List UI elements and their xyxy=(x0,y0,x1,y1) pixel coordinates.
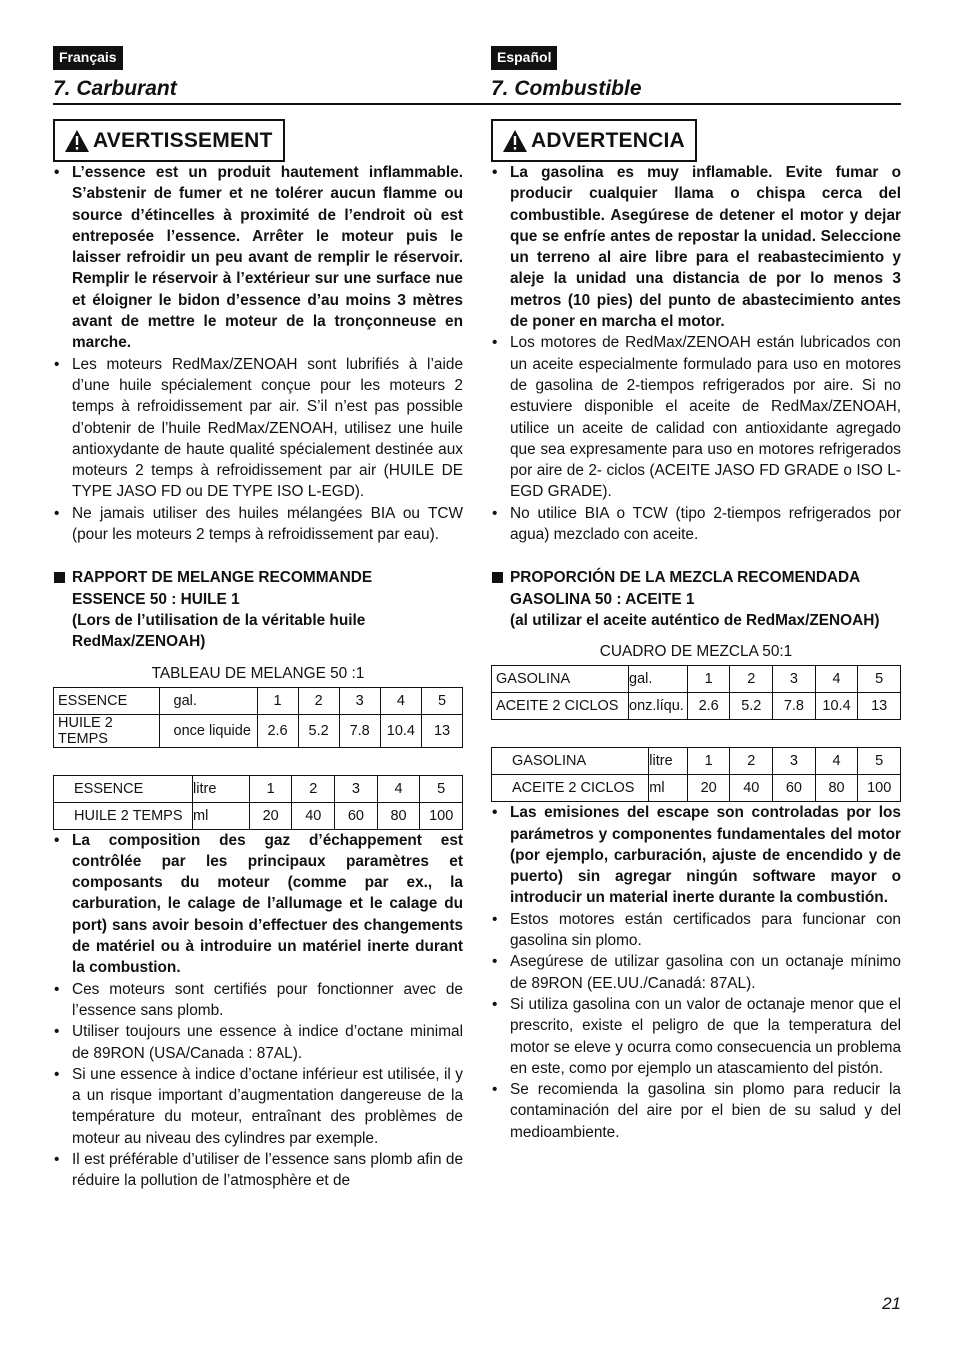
table-cell: 4 xyxy=(815,748,858,775)
square-bullet-icon xyxy=(492,572,503,583)
section-title: 7. Combustible xyxy=(491,77,642,100)
table-cell: 2.6 xyxy=(257,714,298,747)
mix-header-line: PROPORCIÓN DE LA MEZCLA RECOMENDADA xyxy=(510,569,861,587)
table-cell: 5 xyxy=(858,666,901,693)
table-cell: 2 xyxy=(730,666,773,693)
table-cell: 60 xyxy=(773,775,816,802)
table-cell: 13 xyxy=(858,693,901,720)
table-cell: 5 xyxy=(422,687,463,714)
table-cell: 20 xyxy=(687,775,730,802)
section-title: 7. Carburant xyxy=(53,77,177,100)
table-row xyxy=(492,666,901,693)
list-item: • Si utiliza gasolina con un valor de octanaje menor que el prescrito, existe el peligro de que la temperatura del motor se eleve y ocurra como consecuencia un problema en este, como por ejemplo un atascamiento del pistón. xyxy=(491,994,901,1079)
table-cell: ACEITE 2 CICLOS xyxy=(492,693,629,720)
warning-label: ADVERTENCIA xyxy=(531,128,685,152)
table-row xyxy=(492,693,901,720)
table-cell: HUILE 2 TEMPS xyxy=(54,714,160,747)
table-cell: 100 xyxy=(420,802,463,829)
table-cell: 1 xyxy=(687,666,730,693)
list-item: • L’essence est un produit hautement inflammable. S’abstenir de fumer et ne tolérer aucun flamme ou source d’étincelles à proximité de l’endroit où est entreposée l’essence. Arrêter le moteur puis le laisser refroidir un peu avant de remplir le réservoir. Remplir le réservoir à l’extérieur sur une surface nue et éloigner le bidon d’essence d’au moins 3 mètres avant de mettre le moteur de la tronçonneuse en marche. xyxy=(53,162,463,354)
table-cell: ESSENCE xyxy=(54,775,193,802)
mix-header-line: (al utilizar el aceite auténtico de RedMax/ZENOAH) xyxy=(510,611,880,629)
list-item: • Estos motores están certificados para funcionar con gasolina sin plomo. xyxy=(491,909,901,952)
table-cell: 5.2 xyxy=(298,714,339,747)
list-item: • Les moteurs RedMax/ZENOAH sont lubrifiés à l’aide d’une huile spécialement conçue pour les moteurs 2 temps à refroidissement par air. S’il n’est pas possible d’obtenir de l’huile RedMax/ZENOAH, utilisez une huile antioxydante de haute qualité spécialement destinée aux moteurs 2 temps à refroidissement par air (HUILE DE TYPE JASO FD ou DE TYPE ISO L-EGD). xyxy=(53,354,463,503)
table-cell: 3 xyxy=(773,748,816,775)
table-cell: 40 xyxy=(292,802,335,829)
table-cell: 1 xyxy=(257,687,298,714)
warning-list xyxy=(53,162,463,354)
table-cell: 10.4 xyxy=(380,714,421,747)
table-cell: 3 xyxy=(335,775,378,802)
table-cell: 80 xyxy=(377,802,420,829)
table-cell: 7.8 xyxy=(339,714,380,747)
table-cell: ESSENCE xyxy=(54,687,160,714)
mix-table-litre xyxy=(491,747,901,802)
table-cell: onz.líqu. xyxy=(629,693,688,720)
table-cell: 3 xyxy=(773,666,816,693)
table-cell: ml xyxy=(649,775,688,802)
mix-header-line: (Lors de l’utilisation de la véritable huile RedMax/ZENOAH) xyxy=(72,611,366,651)
oil-list xyxy=(491,332,901,545)
table-cell: 7.8 xyxy=(773,693,816,720)
list-item: • Ces moteurs sont certifiés pour fonctionner avec de l’essence sans plomb. xyxy=(53,979,463,1022)
list-item: • Il est préférable d’utiliser de l’essence sans plomb afin de réduire la pollution de l’atmosphère et de xyxy=(53,1149,463,1192)
warning-label: AVERTISSEMENT xyxy=(93,128,273,152)
warning-list xyxy=(491,162,901,332)
table-cell: GASOLINA xyxy=(492,666,629,693)
table-cell: once liquide xyxy=(159,714,257,747)
list-item: • Si une essence à indice d’octane inférieur est utilisée, il y a un risque important d’augmentation dangereuse de la température du moteur, entraînant des problèmes de moteur au niveau des cylindres par exemple. xyxy=(53,1064,463,1149)
table-cell: litre xyxy=(649,748,688,775)
mix-table-gallon xyxy=(53,687,463,748)
table-row xyxy=(54,714,463,747)
mix-table-litre xyxy=(53,775,463,830)
table-cell: 5.2 xyxy=(730,693,773,720)
table-cell: ACEITE 2 CICLOS xyxy=(492,775,649,802)
table-cell: 60 xyxy=(335,802,378,829)
table-cell: 5 xyxy=(420,775,463,802)
emissions-list xyxy=(491,802,901,1143)
table-cell: 5 xyxy=(858,748,901,775)
table-cell: gal. xyxy=(159,687,257,714)
oil-list xyxy=(53,354,463,546)
mix-table-gallon xyxy=(491,665,901,720)
table-row xyxy=(54,775,463,802)
table-cell: 10.4 xyxy=(815,693,858,720)
spanish-column xyxy=(491,46,901,1143)
warning-icon xyxy=(65,130,89,152)
table-cell: 2 xyxy=(292,775,335,802)
table-cell: litre xyxy=(193,775,250,802)
table-cell: 20 xyxy=(249,802,292,829)
list-item: • Se recomienda la gasolina sin plomo para reducir la contaminación del aire por el bien de su salud y del medioambiente. xyxy=(491,1079,901,1143)
table-cell: 1 xyxy=(249,775,292,802)
mix-ratio-header xyxy=(491,567,901,631)
table-caption: CUADRO DE MEZCLA 50:1 xyxy=(599,643,793,661)
table-cell: 40 xyxy=(730,775,773,802)
table-row xyxy=(54,802,463,829)
table-cell: 3 xyxy=(339,687,380,714)
table-cell: 80 xyxy=(815,775,858,802)
page-number: 21 xyxy=(882,1294,901,1313)
mix-header-line: RAPPORT DE MELANGE RECOMMANDE xyxy=(72,569,373,587)
list-item: • No utilice BIA o TCW (tipo 2-tiempos refrigerados por agua) mezclado con aceite. xyxy=(491,503,901,546)
warning-box xyxy=(53,119,285,162)
list-item: • Ne jamais utiliser des huiles mélangées BIA ou TCW (pour les moteurs 2 temps à refroidissement par eau). xyxy=(53,503,463,546)
french-column xyxy=(53,46,463,1192)
square-bullet-icon xyxy=(54,572,65,583)
language-badge: Español xyxy=(491,46,557,70)
table-cell: GASOLINA xyxy=(492,748,649,775)
table-cell: 4 xyxy=(377,775,420,802)
table-cell: 4 xyxy=(380,687,421,714)
list-item: • La composition des gaz d’échappement est contrôlée par les principaux paramètres et composants du moteur (comme par ex., la carburation, le calage de l’allumage et le calage du port) sans avoir besoin d’effectuer des changements de matériel ou à introduire un matériel inerte durant la combustion. xyxy=(53,830,463,979)
mix-ratio-header xyxy=(53,567,463,652)
table-cell: 2 xyxy=(730,748,773,775)
table-cell: 100 xyxy=(858,775,901,802)
table-row xyxy=(492,775,901,802)
mix-header-line: GASOLINA 50 : ACEITE 1 xyxy=(510,590,695,608)
list-item: • Utiliser toujours une essence à indice d’octane minimal de 89RON (USA/Canada : 87AL). xyxy=(53,1021,463,1064)
table-row xyxy=(492,748,901,775)
emissions-list xyxy=(53,830,463,1192)
table-cell: gal. xyxy=(629,666,688,693)
table-cell: 2.6 xyxy=(687,693,730,720)
warning-icon xyxy=(503,130,527,152)
table-cell: HUILE 2 TEMPS xyxy=(54,802,193,829)
warning-box xyxy=(491,119,697,162)
table-row xyxy=(54,687,463,714)
table-cell: 4 xyxy=(815,666,858,693)
list-item: • La gasolina es muy inflamable. Evite fumar o producir cualquier llama o chispa cerca del combustible. Asegúrese de detener el motor y dejar que se enfríe antes de repostar la unidad. Seleccione un terreno al aire libre para el reabastecimiento y aleje la unidad una distancia de por lo menos 3 metros (10 pies) del punto de abastecimiento antes de poner en marcha el motor. xyxy=(491,162,901,332)
list-item: • Asegúrese de utilizar gasolina con un octanaje mínimo de 89RON (EE.UU./Canadá: 87AL). xyxy=(491,951,901,994)
language-badge: Français xyxy=(53,46,123,70)
table-caption: TABLEAU DE MELANGE 50 :1 xyxy=(151,664,365,682)
table-cell: 2 xyxy=(298,687,339,714)
mix-header-line: ESSENCE 50 : HUILE 1 xyxy=(72,590,240,608)
list-item: • Los motores de RedMax/ZENOAH están lubricados con un aceite especialmente formulado para uso en motores de gasolina de 2-tiempos refrigerados por aire. Si no estuviere disponible el aceite de RedMax/ZENOAH, utilice un aceite de calidad con antioxidante agregado que sea expresamente para uso en motores refrigerados por aire de 2- ciclos (ACEITE JASO FD GRADE o ISO L-EGD GRADE). xyxy=(491,332,901,502)
list-item: • Las emisiones del escape son controladas por los parámetros y componentes fundamentales del motor (por ejemplo, carburación, ajuste de encendido y de puerto) sin agregar ningún software mayor o introducir un material inerte durante la combustión. xyxy=(491,802,901,908)
table-cell: ml xyxy=(193,802,250,829)
table-cell: 13 xyxy=(422,714,463,747)
table-cell: 1 xyxy=(687,748,730,775)
